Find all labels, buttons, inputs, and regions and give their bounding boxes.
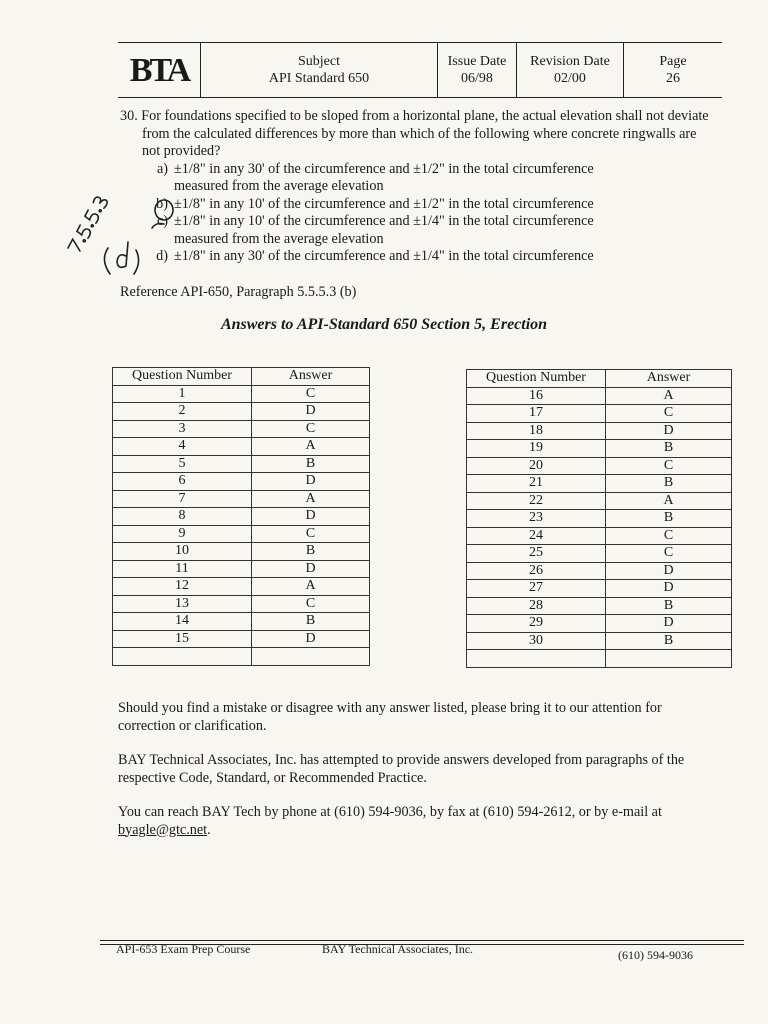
document-header	[118, 42, 722, 98]
answer-cell: D	[252, 473, 370, 491]
answer-cell: D	[252, 403, 370, 421]
attempt-note: BAY Technical Associates, Inc. has attempted to provide answers developed from paragraphs of the respective Code, Standard, or Recommended Practice.	[118, 752, 685, 786]
question-number-cell: 5	[113, 455, 252, 473]
page-number-cell	[624, 43, 722, 97]
subject-cell	[201, 43, 438, 97]
question-number-cell: 22	[467, 492, 606, 510]
answer-cell: B	[252, 543, 370, 561]
option-d	[120, 248, 710, 266]
table-row	[113, 613, 370, 631]
option-letter: b)	[156, 195, 168, 212]
answer-cell: B	[606, 632, 732, 650]
answer-cell: A	[252, 578, 370, 596]
option-text: ±1/8" in any 30' of the circumference and ±1/4" in the total circumference	[174, 248, 594, 264]
handwritten-note-image	[60, 170, 180, 290]
answer-cell: D	[606, 422, 732, 440]
table-row	[467, 632, 732, 650]
footer-phone: (610) 594-9036	[618, 948, 693, 962]
table-row	[467, 527, 732, 545]
table-row	[467, 510, 732, 528]
question-number-cell: 24	[467, 527, 606, 545]
header-answer: Answer	[606, 370, 732, 388]
table-row	[113, 525, 370, 543]
issue-date-value: 06/98	[461, 71, 493, 86]
logo-cell	[118, 43, 201, 97]
answer-cell: A	[606, 492, 732, 510]
reference-line: Reference API-650, Paragraph 5.5.5.3 (b)	[120, 284, 357, 300]
empty-cell	[252, 648, 370, 666]
email-link[interactable]: byagle@gtc.net	[118, 821, 208, 838]
issue-date-label: Issue Date	[447, 54, 507, 69]
question-number-cell: 13	[113, 595, 252, 613]
answer-cell: C	[252, 420, 370, 438]
question-number-cell: 25	[467, 545, 606, 563]
question-number-cell: 12	[113, 578, 252, 596]
option-text: ±1/8" in any 10' of the circumference and ±1/2" in the total circumference	[174, 195, 594, 212]
option-text-continued: measured from the average elevation	[174, 230, 384, 247]
answers-table-right	[466, 369, 732, 668]
answer-cell: D	[252, 630, 370, 648]
subject-value: API Standard 650	[268, 71, 370, 86]
revision-date-label: Revision Date	[530, 54, 610, 69]
revision-date-cell	[517, 43, 624, 97]
question-number-cell: 21	[467, 475, 606, 493]
answer-cell: A	[252, 490, 370, 508]
company-logo: BTA	[129, 51, 189, 89]
table-row	[467, 492, 732, 510]
contact-note	[118, 804, 718, 839]
table-row	[467, 597, 732, 615]
question-number-cell: 18	[467, 422, 606, 440]
table-row	[467, 562, 732, 580]
question-number-cell: 16	[467, 387, 606, 405]
table-row-empty	[467, 650, 732, 668]
question-number-cell: 4	[113, 438, 252, 456]
question-number-cell: 9	[113, 525, 252, 543]
table-row	[467, 475, 732, 493]
option-a	[120, 161, 710, 196]
answers-title: Answers to API-Standard 650 Section 5, Erection	[220, 316, 548, 333]
contact-text: You can reach BAY Tech by phone at (610) 594-9036, by fax at (610) 594-2612, or by e-mail at	[118, 804, 662, 820]
question-text: For foundations specified to be sloped from a horizontal plane, the actual elevation shall not deviate from the calculated differences by more than which of the following where concrete ringwalls are not provided?	[141, 108, 709, 159]
table-row	[467, 440, 732, 458]
question-stem	[120, 108, 710, 161]
question-number-cell: 17	[467, 405, 606, 423]
table-row	[113, 403, 370, 421]
question-number-cell: 8	[113, 508, 252, 526]
answer-cell: A	[252, 438, 370, 456]
answer-cell: D	[606, 562, 732, 580]
question-number-cell: 1	[113, 385, 252, 403]
answer-cell: D	[252, 508, 370, 526]
answer-cell: B	[252, 455, 370, 473]
table-row	[113, 578, 370, 596]
table-row	[113, 455, 370, 473]
question-number-cell: 30	[467, 632, 606, 650]
answer-cell: C	[606, 527, 732, 545]
question-number-cell: 6	[113, 473, 252, 491]
question-number: 30.	[120, 108, 138, 124]
table-row-empty	[113, 648, 370, 666]
question-number-cell: 20	[467, 457, 606, 475]
empty-cell	[606, 650, 732, 668]
table-header-row	[467, 370, 732, 388]
answer-cell: C	[606, 457, 732, 475]
header-answer: Answer	[252, 368, 370, 386]
option-letter: a)	[156, 160, 168, 177]
table-row	[113, 438, 370, 456]
question-number-cell: 11	[113, 560, 252, 578]
question-number-cell: 19	[467, 440, 606, 458]
question-number-cell: 27	[467, 580, 606, 598]
question-number-cell: 29	[467, 615, 606, 633]
answer-cell: B	[606, 510, 732, 528]
mistake-note: Should you find a mistake or disagree with any answer listed, please bring it to our attention for correction or clarification.	[118, 700, 662, 734]
option-b	[120, 196, 710, 214]
table-row	[467, 580, 732, 598]
question-30	[120, 108, 710, 266]
table-row	[113, 420, 370, 438]
table-row	[113, 508, 370, 526]
table-row	[113, 543, 370, 561]
option-c	[120, 213, 710, 248]
table-row	[467, 405, 732, 423]
answers-table-left	[112, 367, 370, 666]
answer-cell: C	[252, 385, 370, 403]
answer-cell: A	[606, 387, 732, 405]
question-number-cell: 23	[467, 510, 606, 528]
footer-company: BAY Technical Associates, Inc.	[322, 942, 474, 956]
answer-cell: C	[252, 525, 370, 543]
table-row	[113, 560, 370, 578]
table-row	[467, 457, 732, 475]
answer-cell: B	[606, 440, 732, 458]
page-value: 26	[666, 71, 680, 86]
question-number-cell: 14	[113, 613, 252, 631]
answer-cell: D	[606, 615, 732, 633]
question-number-cell: 28	[467, 597, 606, 615]
table-row	[467, 615, 732, 633]
table-row	[113, 630, 370, 648]
issue-date-cell	[438, 43, 517, 97]
option-letter: d)	[156, 248, 168, 264]
question-number-cell: 26	[467, 562, 606, 580]
table-row	[113, 473, 370, 491]
answer-cell: B	[606, 597, 732, 615]
table-row	[113, 490, 370, 508]
footer-rule	[100, 940, 744, 941]
header-question-number: Question Number	[113, 368, 252, 386]
revision-date-value: 02/00	[554, 71, 586, 86]
page-label: Page	[659, 54, 687, 69]
question-number-cell: 3	[113, 420, 252, 438]
table-row	[113, 595, 370, 613]
answer-cell: D	[606, 580, 732, 598]
table-row	[467, 387, 732, 405]
option-text: ±1/8" in any 30' of the circumference and ±1/2" in the total circumference	[174, 160, 594, 177]
contact-suffix: .	[207, 821, 211, 838]
answer-cell: C	[606, 545, 732, 563]
answer-cell: B	[606, 475, 732, 493]
empty-cell	[113, 648, 252, 666]
answer-cell: C	[252, 595, 370, 613]
option-text-continued: measured from the average elevation	[174, 178, 384, 194]
subject-label: Subject	[298, 54, 340, 69]
table-header-row	[113, 368, 370, 386]
question-number-cell: 7	[113, 490, 252, 508]
answer-cell: C	[606, 405, 732, 423]
table-row	[113, 385, 370, 403]
empty-cell	[467, 650, 606, 668]
answer-cell: D	[252, 560, 370, 578]
header-question-number: Question Number	[467, 370, 606, 388]
question-number-cell: 15	[113, 630, 252, 648]
table-row	[467, 422, 732, 440]
question-number-cell: 2	[113, 403, 252, 421]
footer-course: API-653 Exam Prep Course	[116, 942, 251, 956]
question-number-cell: 10	[113, 543, 252, 561]
table-row	[467, 545, 732, 563]
option-text: ±1/8" in any 10' of the circumference and ±1/4" in the total circumference	[174, 213, 594, 229]
answer-cell: B	[252, 613, 370, 631]
option-letter: c)	[156, 213, 168, 229]
